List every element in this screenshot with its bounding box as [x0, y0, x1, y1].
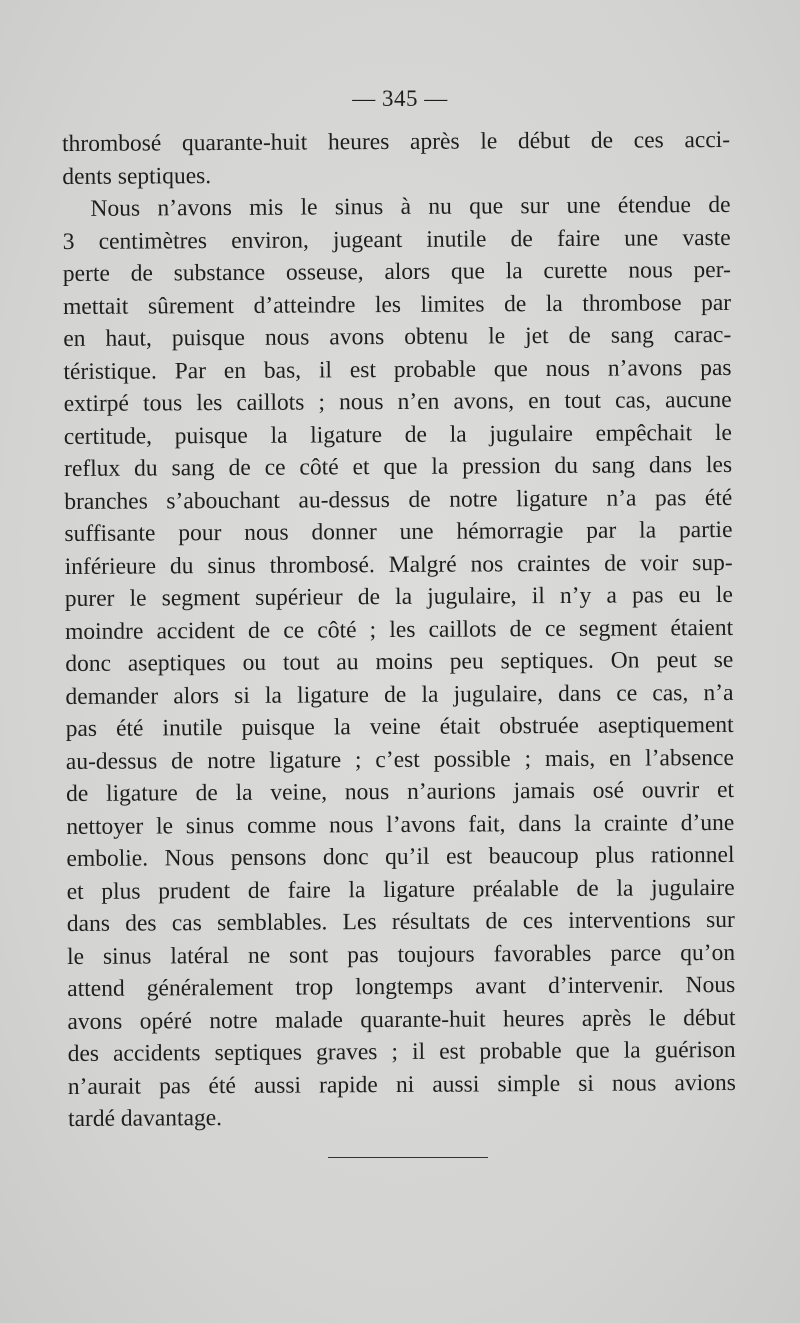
text-line: donc aseptiques ou tout au moins peu septiques. On peut se — [65, 646, 734, 677]
text-line: n’aurait pas été aussi rapide ni aussi simple si nous avions — [67, 1069, 736, 1100]
text-line: moindre accident de ce côté ; les caillots de ce segment étaient — [64, 614, 734, 645]
text-line: reflux du sang de ce côté et que la pression du sang dans les — [64, 451, 733, 482]
text-line: certitude, puisque la ligature de la jugulaire empêchait le — [63, 419, 732, 450]
text-line: dans des cas semblables. Les résultats de ces interventions sur — [66, 906, 735, 937]
text-line: en haut, puisque nous avons obtenu le jet de sang carac- — [63, 321, 732, 352]
text-line: nettoyer le sinus comme nous l’avons fait, dans la crainte d’une — [66, 809, 735, 840]
text-line: pas été inutile puisque la veine était obstruée aseptiquement — [65, 711, 734, 742]
text-line: Nous n’avons mis le sinus à nu que sur une étendue de — [90, 191, 731, 222]
text-line: et plus prudent de faire la ligature préalable de la jugulaire — [66, 874, 735, 905]
text-line: téristique. Par en bas, il est probable que nous n’avons pas — [63, 354, 732, 385]
text-line: demander alors si la ligature de la jugulaire, dans ce cas, n’a — [65, 679, 734, 710]
text-line: embolie. Nous pensons donc qu’il est beaucoup plus rationnel — [66, 841, 735, 872]
text-line: de ligature de la veine, nous n’aurions jamais osé ouvrir et — [65, 776, 735, 807]
text-line: attend généralement trop longtemps avant d’intervenir. Nous — [67, 971, 736, 1002]
text-line: mettait sûrement d’atteindre les limites de la thrombose par — [63, 289, 732, 320]
text-line: branches s’abouchant au-dessus de notre ligature n’a pas été — [64, 484, 733, 515]
text-line: suffisante pour nous donner une hémorragie par la partie — [64, 516, 733, 547]
text-line: perte de substance osseuse, alors que la curette nous per- — [62, 256, 731, 287]
page-number: — 345 — — [352, 86, 448, 111]
text-line: 3 centimètres environ, jugeant inutile de faire une vaste — [62, 224, 731, 255]
body-text — [62, 124, 736, 1136]
text-line: inférieure du sinus thrombosé. Malgré nos craintes de voir sup- — [64, 549, 733, 580]
text-line: purer le segment supérieur de la jugulaire, il n’y a pas eu le — [64, 581, 733, 612]
text-line: thrombosé quarante-huit heures après le début de ces acci- — [62, 126, 731, 157]
section-end-rule — [328, 1157, 488, 1158]
text-line: tardé davantage. — [67, 1105, 223, 1132]
text-line: avons opéré notre malade quarante-huit heures après le début — [67, 1004, 736, 1035]
text-line: dents septiques. — [62, 162, 212, 190]
text-line: au-dessus de notre ligature ; c’est possible ; mais, en l’absence — [65, 744, 734, 775]
text-line: des accidents septiques graves ; il est probable que la guérison — [67, 1036, 736, 1067]
text-line: le sinus latéral ne sont pas toujours favorables parce qu’on — [66, 939, 736, 970]
text-line: extirpé tous les caillots ; nous n’en avons, en tout cas, aucune — [63, 386, 732, 417]
